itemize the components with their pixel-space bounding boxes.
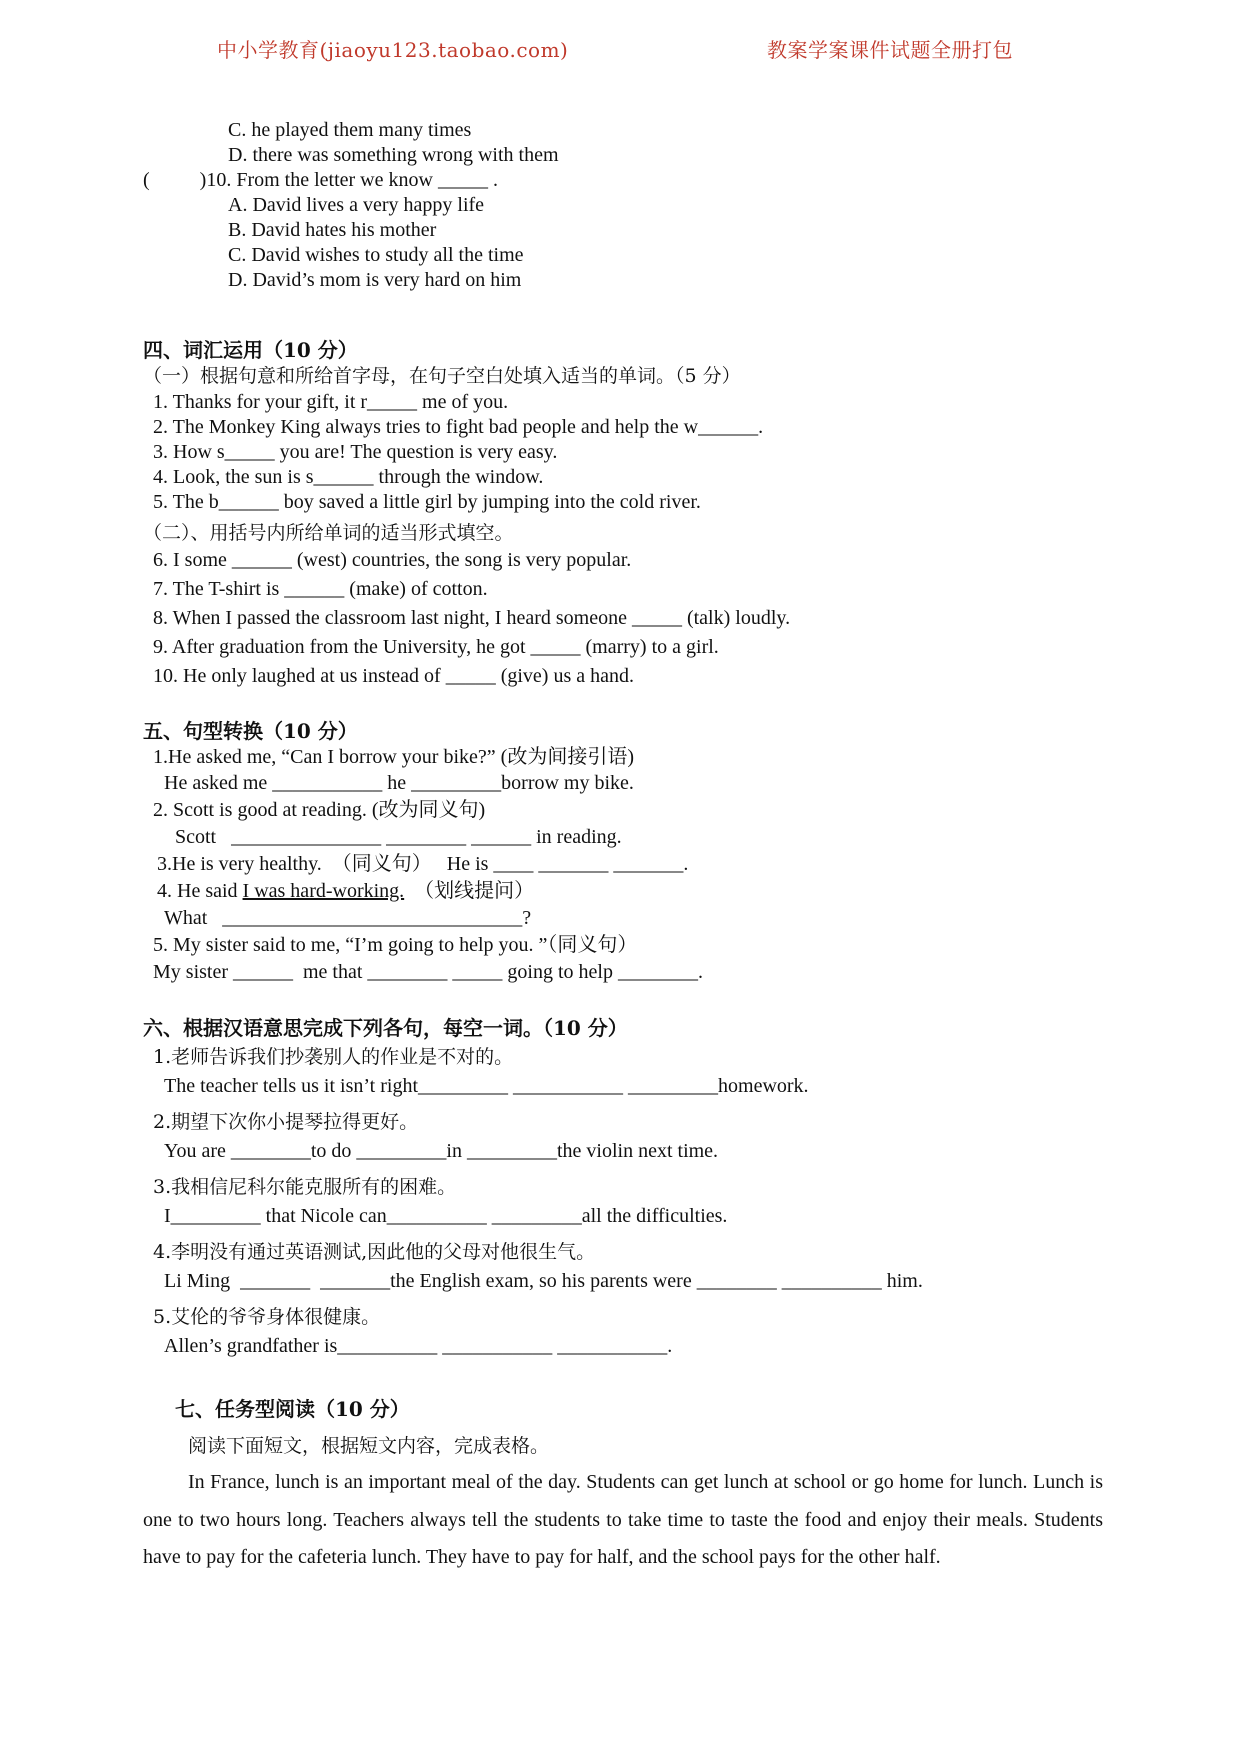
reading-passage: In France, lunch is an important meal of the day. Students can get lunch at school or go home for lunch. Lunch is one to two hours long. Teachers always tell the students to take time to taste the food and enjoy their meals. Students have to pay for the cafeteria lunch. They have to pay for half, and the school pays for the other half.	[143, 1471, 1103, 1568]
vocab-item-9: 9. After graduation from the University, he got _____ (marry) to a girl.	[153, 636, 719, 658]
translate-1-cn: 1.老师告诉我们抄袭别人的作业是不对的。	[153, 1046, 514, 1068]
section-5-title: 五、句型转换（10 分）	[143, 719, 358, 743]
transform-4-prefix: 4. He said	[157, 880, 243, 902]
header-right: 教案学案课件试题全册打包	[767, 38, 1013, 62]
q10-option-d: D. David’s mom is very hard on him	[228, 269, 522, 291]
transform-2: 2. Scott is good at reading. (改为同义句)	[153, 799, 486, 821]
translate-3-en: I_________ that Nicole can__________ _________all the difficulties.	[164, 1205, 728, 1227]
vocab-item-10: 10. He only laughed at us instead of _____ (give) us a hand.	[153, 665, 635, 687]
section-4-part-1: （一）根据句意和所给首字母，在句子空白处填入适当的单词。（5 分）	[143, 365, 741, 387]
translate-4-en: Li Ming _______ _______the English exam, so his parents were ________ __________ him.	[164, 1270, 923, 1292]
vocab-item-1: 1. Thanks for your gift, it r_____ me of you.	[153, 391, 509, 413]
section-4-part-2: （二）、用括号内所给单词的适当形式填空。	[143, 522, 514, 544]
vocab-item-6: 6. I some ______ (west) countries, the song is very popular.	[153, 549, 632, 571]
header-left: 中小学教育(jiaoyu123.taobao.com)	[217, 38, 569, 62]
transform-1-answer: He asked me ___________ he _________borrow my bike.	[164, 772, 634, 794]
vocab-item-8: 8. When I passed the classroom last night, I heard someone _____ (talk) loudly.	[153, 607, 791, 629]
translate-3-cn: 3.我相信尼科尔能克服所有的困难。	[153, 1176, 457, 1198]
translate-5-cn: 5.艾伦的爷爷身体很健康。	[153, 1306, 381, 1328]
transform-2-answer: Scott _______________ ________ ______ in reading.	[175, 826, 622, 848]
q10-option-a: A. David lives a very happy life	[228, 194, 485, 216]
vocab-item-4: 4. Look, the sun is s______ through the window.	[153, 466, 544, 488]
q10-option-c: C. David wishes to study all the time	[228, 244, 524, 266]
section-7-instructions: 阅读下面短文，根据短文内容，完成表格。	[188, 1435, 550, 1457]
q9-option-c: C. he played them many times	[228, 119, 472, 141]
translate-1-en: The teacher tells us it isn’t right_________ ___________ _________homework.	[164, 1075, 809, 1097]
transform-5-answer: My sister ______ me that ________ _____ going to help ________.	[153, 961, 703, 983]
q9-option-d: D. there was something wrong with them	[228, 144, 559, 166]
vocab-item-5: 5. The b______ boy saved a little girl by jumping into the cold river.	[153, 491, 701, 513]
q10-option-b: B. David hates his mother	[228, 219, 437, 241]
translate-2-en: You are ________to do _________in _________the violin next time.	[164, 1140, 719, 1162]
vocab-item-3: 3. How s_____ you are! The question is very easy.	[153, 441, 558, 463]
section-6-title: 六、根据汉语意思完成下列各句，每空一词。（10 分）	[143, 1016, 628, 1040]
translate-5-en: Allen’s grandfather is__________ ___________ ___________.	[164, 1335, 673, 1357]
section-4-title: 四、词汇运用（10 分）	[143, 338, 358, 362]
transform-5: 5. My sister said to me, “I’m going to help you. ”（同义句）	[153, 934, 638, 956]
transform-1: 1.He asked me, “Can I borrow your bike?” (改为间接引语)	[153, 746, 634, 768]
transform-4-underlined: I was hard-working.	[242, 880, 405, 902]
transform-3: 3.He is very healthy. （同义句） He is ____ _______ _______.	[157, 853, 689, 875]
vocab-item-7: 7. The T-shirt is ______ (make) of cotton.	[153, 578, 488, 600]
section-7-title: 七、任务型阅读（10 分）	[175, 1397, 410, 1421]
transform-4	[157, 879, 534, 903]
transform-4-suffix: （划线提问）	[404, 880, 535, 902]
q10-stem: ( )10. From the letter we know _____ .	[143, 169, 498, 191]
translate-2-cn: 2.期望下次你小提琴拉得更好。	[153, 1111, 419, 1133]
transform-4-answer: What ______________________________?	[164, 907, 532, 929]
translate-4-cn: 4.李明没有通过英语测试,因此他的父母对他很生气。	[153, 1241, 596, 1263]
vocab-item-2: 2. The Monkey King always tries to fight bad people and help the w______.	[153, 416, 764, 438]
